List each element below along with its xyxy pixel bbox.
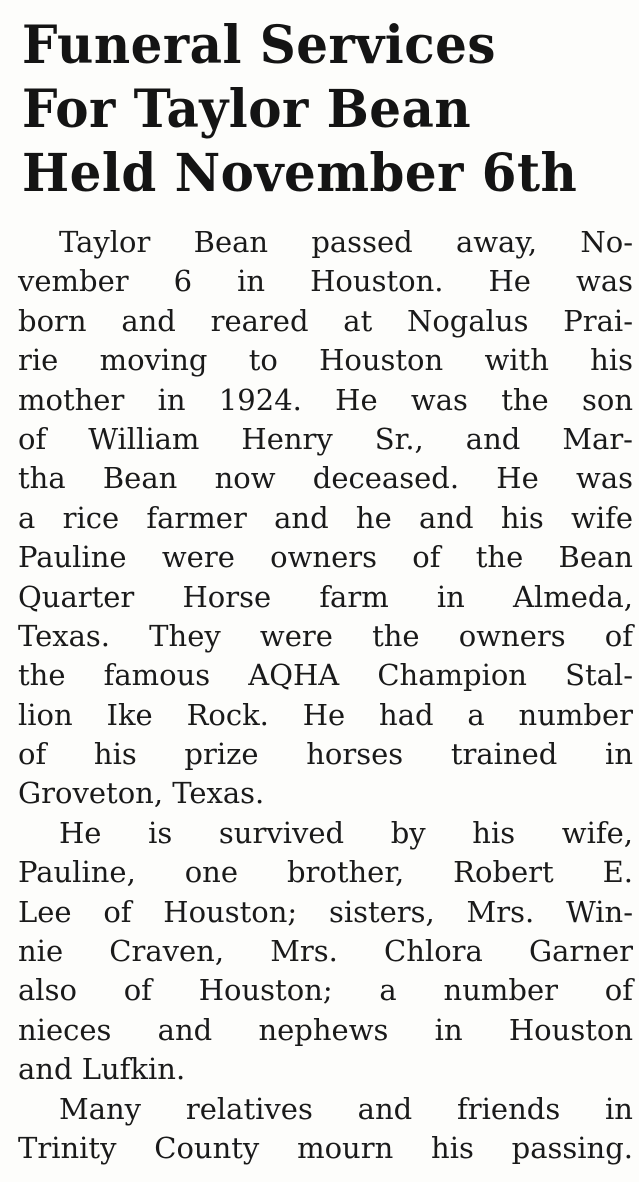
body-line: Pauline, one brother, Robert E. — [18, 855, 633, 890]
body-line: mother in 1924. He was the son — [18, 382, 633, 417]
body-line: of William Henry Sr., and Mar- — [18, 421, 633, 456]
headline-line: Funeral Services — [22, 15, 496, 76]
body-line: Pauline were owners of the Bean — [18, 540, 633, 575]
headline-line: For Taylor Bean — [22, 79, 472, 140]
body-line: He is survived by his wife, — [59, 815, 633, 850]
article-body — [18, 223, 633, 1168]
headline — [22, 14, 610, 206]
body-line: rie moving to Houston with his — [18, 343, 633, 378]
body-line: also of Houston; a number of — [18, 973, 633, 1008]
paragraph-2 — [18, 814, 633, 1090]
body-line: Texas. They were the owners of — [18, 618, 633, 653]
body-line: nieces and nephews in Houston — [18, 1012, 633, 1047]
body-line: Many relatives and friends in — [59, 1091, 633, 1126]
body-line: Trinity County mourn his passing. — [18, 1130, 633, 1165]
body-line: Groveton, Texas. — [18, 776, 265, 811]
body-line: the famous AQHA Champion Stal- — [18, 658, 633, 693]
body-line: Lee of Houston; sisters, Mrs. Win- — [18, 894, 633, 929]
headline-line: Held November 6th — [22, 143, 578, 204]
paragraph-3 — [18, 1090, 633, 1169]
paragraph-1 — [18, 223, 633, 814]
body-line: and Lufkin. — [18, 1052, 186, 1087]
body-line: nie Craven, Mrs. Chlora Garner — [18, 934, 633, 969]
body-line: vember 6 in Houston. He was — [18, 264, 633, 299]
body-line: Quarter Horse farm in Almeda, — [18, 579, 633, 614]
body-line: tha Bean now deceased. He was — [18, 461, 633, 496]
body-line: lion Ike Rock. He had a number — [18, 697, 633, 732]
body-line: of his prize horses trained in — [18, 737, 633, 772]
body-line: Taylor Bean passed away, No- — [59, 225, 633, 259]
body-line: a rice farmer and he and his wife — [18, 500, 633, 535]
body-line: born and reared at Nogalus Prai- — [18, 303, 633, 338]
